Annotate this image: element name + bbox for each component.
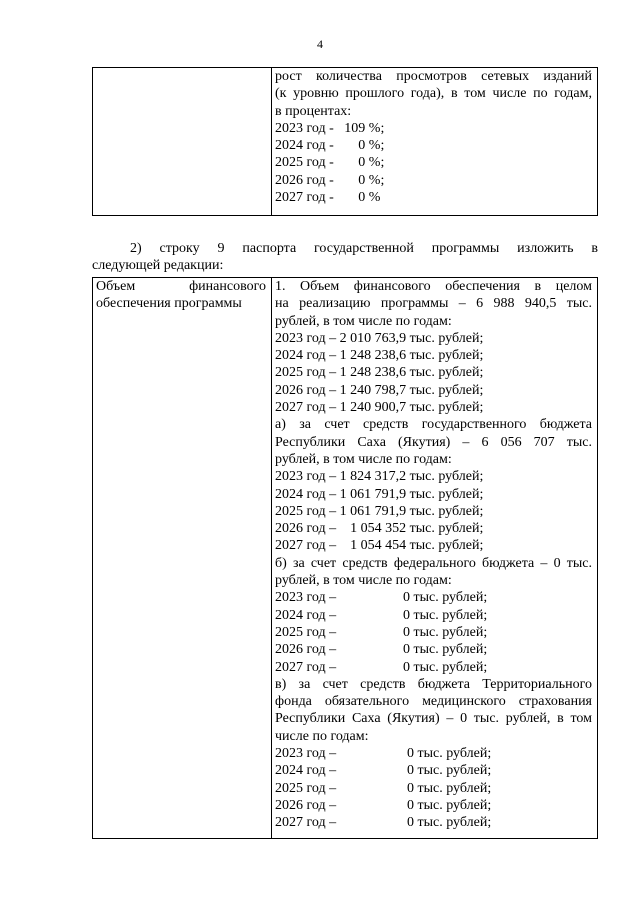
indicator-values-cell [272, 68, 598, 216]
year-amount-line [275, 624, 592, 641]
amount-value: 0 тыс. рублей; [407, 746, 492, 762]
year-amount-line [275, 589, 592, 606]
amount-value: 0 тыс. рублей; [403, 659, 488, 675]
instruction-paragraph [92, 240, 598, 275]
year-label: 2027 год – [275, 815, 337, 831]
year-amount-line: 2023 год – 2 010 763,9 тыс. рублей; [275, 330, 484, 346]
label-line: Объем финансового [96, 279, 266, 294]
year-amount-line [275, 607, 592, 624]
year-amount-line [275, 762, 592, 779]
table-row [93, 68, 598, 216]
text-line: б) за счет средств федерального бюджета – 0 тыс. [275, 555, 592, 571]
text-line: рублей, в том числе по годам: [275, 451, 452, 467]
amount-value: 0 тыс. рублей; [407, 763, 492, 779]
amount-value: 0 тыс. рублей; [407, 797, 492, 813]
text-line: Республики Саха (Якутия) – 0 тыс. рублей, в том [275, 711, 592, 727]
empty-label-cell [93, 68, 272, 216]
text-line: фонда обязательного медицинского страхования [275, 694, 592, 710]
text-line: числе по годам: [275, 728, 369, 744]
text-line: рост количества просмотров сетевых изданий [275, 69, 592, 84]
amount-value: 0 тыс. рублей; [403, 590, 488, 606]
year-amount-line: 2026 год – 1 240 798,7 тыс. рублей; [275, 382, 484, 398]
year-value-line: 2027 год - 0 % [275, 190, 381, 206]
amount-value: 0 тыс. рублей; [403, 624, 488, 640]
funding-label-cell [93, 278, 272, 839]
year-value-line: 2025 год - 0 %; [275, 155, 385, 171]
year-label: 2023 год – [275, 590, 337, 606]
year-amount-line: 2025 год – 1 248 238,6 тыс. рублей; [275, 365, 484, 381]
year-amount-line [275, 745, 592, 762]
text-line: Республики Саха (Якутия) – 6 056 707 тыс. [275, 434, 592, 450]
text-line: рублей, в том числе по годам: [275, 313, 452, 329]
page-number: 4 [317, 37, 323, 51]
year-label: 2024 год – [275, 607, 337, 623]
year-label: 2025 год – [275, 780, 337, 796]
funding-table [92, 277, 598, 839]
year-amount-line: 2027 год – 1 054 454 тыс. рублей; [275, 538, 484, 554]
year-label: 2025 год – [275, 624, 337, 640]
year-value-line: 2024 год - 0 %; [275, 138, 385, 154]
year-amount-line: 2024 год – 1 061 791,9 тыс. рублей; [275, 486, 484, 502]
text-line: 1. Объем финансового обеспечения в целом [275, 279, 592, 294]
amount-value: 0 тыс. рублей; [407, 780, 492, 796]
year-amount-line: 2023 год – 1 824 317,2 тыс. рублей; [275, 469, 484, 485]
year-amount-line: 2026 год – 1 054 352 тыс. рублей; [275, 521, 484, 537]
indicator-table [92, 67, 598, 216]
text-line: рублей, в том числе по годам: [275, 573, 452, 589]
year-label: 2024 год – [275, 763, 337, 779]
year-label: 2027 год – [275, 659, 337, 675]
year-label: 2026 год – [275, 642, 337, 658]
text-line: в процентах: [275, 103, 352, 119]
year-amount-line [275, 641, 592, 658]
amount-value: 0 тыс. рублей; [407, 815, 492, 831]
label-line: обеспечения программы [96, 296, 242, 312]
year-amount-line [275, 780, 592, 797]
text-line: (к уровню прошлого года), в том числе по годам, [275, 86, 592, 102]
year-amount-line: 2027 год – 1 240 900,7 тыс. рублей; [275, 400, 484, 416]
year-value-line: 2026 год - 0 %; [275, 172, 385, 188]
table-row [93, 278, 598, 839]
funding-values-cell [272, 278, 598, 839]
amount-value: 0 тыс. рублей; [403, 642, 488, 658]
text-line: в) за счет средств бюджета Территориального [275, 676, 592, 692]
year-amount-line: 2025 год – 1 061 791,9 тыс. рублей; [275, 503, 484, 519]
year-amount-line: 2024 год – 1 248 238,6 тыс. рублей; [275, 348, 484, 364]
year-value-line: 2023 год - 109 %; [275, 120, 385, 136]
year-amount-line [275, 797, 592, 814]
year-label: 2026 год – [275, 797, 337, 813]
text-line: а) за счет средств государственного бюджета [275, 417, 592, 433]
year-amount-line [275, 814, 592, 831]
year-amount-line [275, 659, 592, 676]
paragraph-line: 2) строку 9 паспорта государственной программы изложить в [130, 241, 598, 256]
paragraph-line: следующей редакции: [92, 258, 224, 274]
text-line: на реализацию программы – 6 988 940,5 тыс. [275, 296, 592, 312]
amount-value: 0 тыс. рублей; [403, 607, 488, 623]
year-label: 2023 год – [275, 746, 337, 762]
